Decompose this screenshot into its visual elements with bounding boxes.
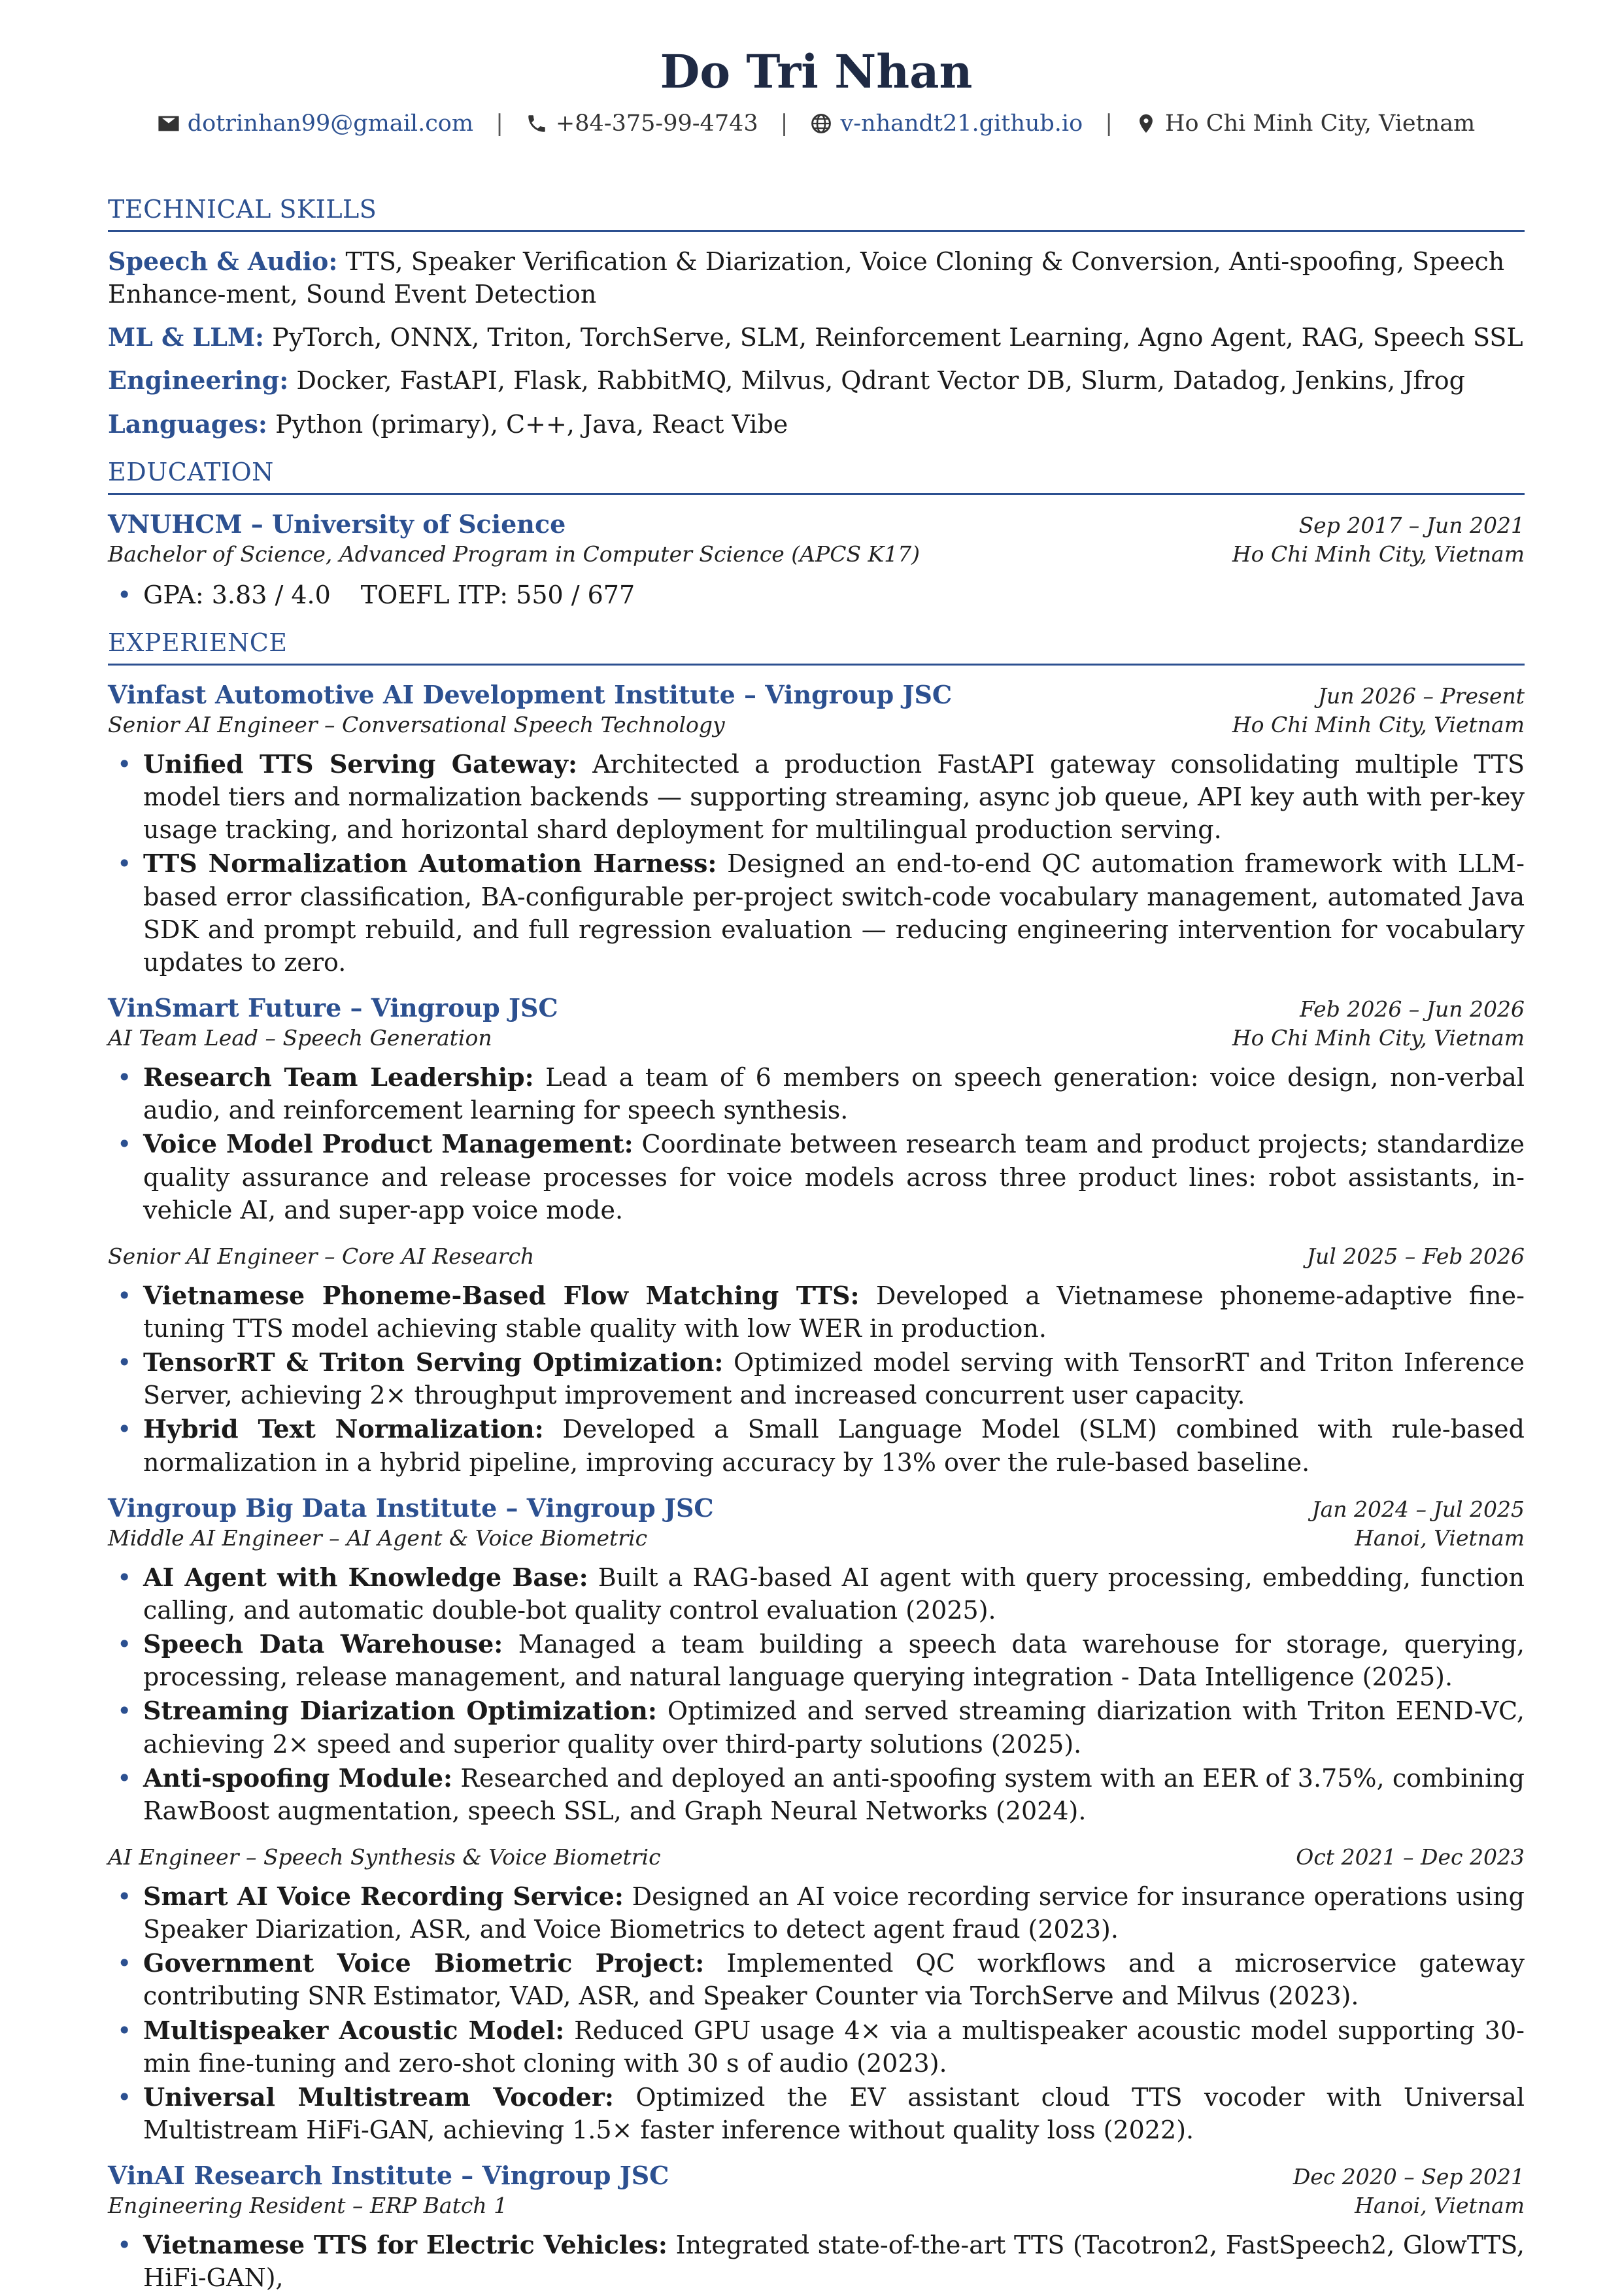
contact-separator: | [780, 110, 788, 137]
gpa-text: GPA: 3.83 / 4.0 [143, 580, 331, 609]
job-title: Middle AI Engineer – AI Agent & Voice Biometric [108, 1525, 648, 1551]
bullet-heading: Streaming Diarization Optimization: [143, 1696, 657, 1726]
job-location: Ho Chi Minh City, Vietnam [1232, 1025, 1525, 1051]
location-text: Ho Chi Minh City, Vietnam [1165, 110, 1476, 137]
experience-entry-vinai [108, 2161, 1525, 2294]
contact-phone [526, 109, 758, 139]
job-title: Senior AI Engineer – Conversational Speech Technology [108, 711, 725, 737]
bullet-text: Developed a Vietnamese phoneme-adaptive fine-tuning TTS model achieving stable quality with low WER in production. [143, 1281, 1525, 1343]
experience-entry-vinfast [108, 680, 1525, 979]
bullet-text: Optimized the EV assistant cloud TTS vocoder with Universal Multistream HiFi-GAN, achieving 1.5× faster inference without quality loss (2022). [143, 2082, 1525, 2145]
bullet-list [108, 1561, 1525, 1827]
bullet-text: Architected a production FastAPI gateway consolidating multiple TTS model tiers and normalization backends — supporting streaming, async job queue, API key auth with per-key usage tracking, and horizontal shard deployment for multilingual production serving. [143, 749, 1525, 845]
list-item [108, 1561, 1525, 1627]
bullet-list [108, 1279, 1525, 1479]
skill-text: PyTorch, ONNX, Triton, TorchServe, SLM, Reinforcement Learning, Agno Agent, RAG, Speech SSL [272, 323, 1523, 352]
bullet-heading: Multispeaker Acoustic Model: [143, 2015, 565, 2045]
list-item [108, 2014, 1525, 2080]
contact-bar [108, 109, 1525, 139]
bullet-heading: Vietnamese TTS for Electric Vehicles: [143, 2230, 667, 2260]
role-block [108, 1844, 1525, 2146]
bullet-heading: Government Voice Biometric Project: [143, 1948, 705, 1978]
education-entry [108, 509, 1525, 611]
bullet-text: Designed an end-to-end QC automation framework with LLM-based error classification, BA-configurable per-project switch-code vocabulary management, automated Java SDK and prompt rebuild, and full regression evaluation — reducing engineering intervention for vocabulary updates to zero. [143, 849, 1525, 977]
bullet-text: Integrated state-of-the-art TTS (Tacotron2, FastSpeech2, GlowTTS, HiFi-GAN), [143, 2231, 1525, 2293]
job-title: AI Team Lead – Speech Generation [108, 1025, 492, 1051]
list-item [108, 1061, 1525, 1126]
job-dates: Dec 2020 – Sep 2021 [1293, 2164, 1525, 2190]
bullet-list [108, 748, 1525, 979]
list-item [108, 1762, 1525, 1827]
experience-entry-bigdata [108, 1493, 1525, 2147]
bullet-heading: Unified TTS Serving Gateway: [143, 749, 577, 779]
envelope-icon [158, 112, 180, 135]
skill-text: TTS, Speaker Verification & Diarization, Voice Cloning & Conversion, Anti-spoofing, Speech Enhance-ment, Sound Event Detection [108, 247, 1505, 309]
role-block [108, 1243, 1525, 1479]
bullet-heading: Anti-spoofing Module: [143, 1763, 453, 1793]
section-title-experience: EXPERIENCE [108, 628, 1525, 666]
website-link[interactable]: v-nhandt21.github.io [840, 110, 1083, 137]
bullet-text: Coordinate between research team and product projects; standardize quality assurance and release processes for voice models across three product lines: robot assistants, in-vehicle AI, and super-app voice mode. [143, 1130, 1525, 1224]
list-item [108, 1128, 1525, 1226]
map-pin-icon [1135, 112, 1157, 135]
skill-row [108, 245, 1525, 311]
skill-row [108, 364, 1525, 397]
bullet-heading: TTS Normalization Automation Harness: [143, 849, 717, 879]
bullet-heading: Universal Multistream Vocoder: [143, 2082, 614, 2112]
bullet-heading: Voice Model Product Management: [143, 1129, 634, 1159]
job-title: Engineering Resident – ERP Batch 1 [108, 2193, 508, 2219]
job-title: Senior AI Engineer – Core AI Research [108, 1243, 535, 1269]
contact-email[interactable] [158, 109, 473, 139]
candidate-name: Do Tri Nhan [660, 44, 973, 99]
list-item [108, 748, 1525, 846]
contact-separator: | [1105, 110, 1113, 137]
list-item [108, 1628, 1525, 1693]
section-title-education: EDUCATION [108, 458, 1525, 495]
list-item [108, 1279, 1525, 1345]
bullet-list [108, 1061, 1525, 1226]
skill-label: Speech & Audio: [108, 246, 338, 276]
bullet-heading: Vietnamese Phoneme-Based Flow Matching TTS: [143, 1280, 860, 1310]
resume-page [108, 46, 1525, 2296]
contact-location [1135, 109, 1475, 139]
bullet-heading: Speech Data Warehouse: [143, 1629, 503, 1659]
bullet-text: Optimized and served streaming diarization with Triton EEND-VC, achieving 2× speed and superior quality over third-party solutions (2025). [143, 1697, 1525, 1759]
phone-icon [526, 112, 548, 135]
company-name: Vingroup Big Data Institute – Vingroup JSC [108, 1493, 714, 1523]
contact-website[interactable] [810, 109, 1083, 139]
company-name: VinSmart Future – Vingroup JSC [108, 993, 558, 1023]
bullet-text: Researched and deployed an anti-spoofing system with an EER of 3.75%, combining RawBoost augmentation, speech SSL, and Graph Neural Networks (2024). [143, 1763, 1525, 1825]
school-name: VNUHCM – University of Science [108, 509, 566, 539]
job-dates: Feb 2026 – Jun 2026 [1300, 996, 1525, 1022]
bullet-text: Implemented QC workflows and a microservice gateway contributing SNR Estimator, VAD, ASR, and Speaker Counter via TorchServe and Milvus (2023). [143, 1949, 1525, 2011]
skill-text: Docker, FastAPI, Flask, RabbitMQ, Milvus, Qdrant Vector DB, Slurm, Datadog, Jenkins, Jfrog [296, 366, 1465, 396]
bullet-list [108, 1880, 1525, 2146]
job-location: Hanoi, Vietnam [1355, 2193, 1525, 2219]
bullet-heading: Hybrid Text Normalization: [143, 1414, 544, 1444]
skill-text: Python (primary), C++, Java, React Vibe [275, 409, 788, 439]
list-item [108, 1947, 1525, 2012]
bullet-text: Reduced GPU usage 4× via a multispeaker acoustic model supporting 30-min fine-tuning and zero-shot cloning with 30 s of audio (2023). [143, 2016, 1525, 2078]
phone-number: +84-375-99-4743 [555, 110, 758, 137]
list-item [108, 847, 1525, 979]
job-location: Hanoi, Vietnam [1355, 1525, 1525, 1551]
company-name: VinAI Research Institute – Vingroup JSC [108, 2161, 669, 2191]
bullet-text: Optimized model serving with TensorRT and Triton Inference Server, achieving 2× throughput improvement and increased concurrent user capacity. [143, 1348, 1525, 1410]
job-dates: Jun 2026 – Present [1317, 683, 1525, 709]
skill-label: Engineering: [108, 365, 289, 396]
bullet-text: Built a RAG-based AI agent with query processing, embedding, function calling, and automatic double-bot quality control evaluation (2025). [143, 1562, 1525, 1625]
education-details [108, 579, 1525, 611]
skills-list [108, 245, 1525, 441]
experience-entry-vinsmart [108, 993, 1525, 1479]
contact-separator: | [496, 110, 503, 137]
globe-icon [810, 112, 832, 135]
job-title: AI Engineer – Speech Synthesis & Voice Biometric [108, 1844, 661, 1870]
section-title-skills: TECHNICAL SKILLS [108, 195, 1525, 232]
skill-label: Languages: [108, 409, 267, 439]
skill-row [108, 321, 1525, 354]
list-item [108, 1413, 1525, 1478]
bullet-text: Designed an AI voice recording service for insurance operations using Speaker Diarization, ASR, and Voice Biometrics to detect agent fraud (2023). [143, 1882, 1525, 1944]
list-item [108, 579, 1525, 611]
list-item [108, 2081, 1525, 2146]
bullet-heading: Research Team Leadership: [143, 1062, 534, 1092]
bullet-list [108, 2229, 1525, 2294]
list-item [108, 2229, 1525, 2294]
company-name: Vinfast Automotive AI Development Institute – Vingroup JSC [108, 679, 953, 709]
list-item [108, 1695, 1525, 1760]
job-location: Ho Chi Minh City, Vietnam [1232, 711, 1525, 737]
job-dates: Oct 2021 – Dec 2023 [1296, 1844, 1525, 1870]
skill-row [108, 408, 1525, 441]
toefl-text: TOEFL ITP: 550 / 677 [360, 580, 635, 609]
bullet-text: Managed a team building a speech data warehouse for storage, querying, processing, release management, and natural language querying integration - Data Intelligence (2025). [143, 1630, 1525, 1692]
education-dates: Sep 2017 – Jun 2021 [1298, 512, 1525, 538]
bullet-text: Lead a team of 6 members on speech generation: voice design, non-verbal audio, and reinforcement learning for speech synthesis. [143, 1063, 1525, 1125]
job-dates: Jan 2024 – Jul 2025 [1311, 1496, 1525, 1522]
skill-label: ML & LLM: [108, 322, 265, 352]
list-item [108, 1346, 1525, 1411]
job-dates: Jul 2025 – Feb 2026 [1306, 1243, 1525, 1269]
list-item [108, 1880, 1525, 1946]
degree-name: Bachelor of Science, Advanced Program in Computer Science (APCS K17) [108, 541, 921, 567]
bullet-text: Developed a Small Language Model (SLM) combined with rule-based normalization in a hybrid pipeline, improving accuracy by 13% over the rule-based baseline. [143, 1415, 1525, 1477]
bullet-heading: AI Agent with Knowledge Base: [143, 1562, 588, 1592]
bullet-heading: TensorRT & Triton Serving Optimization: [143, 1347, 724, 1377]
bullet-heading: Smart AI Voice Recording Service: [143, 1882, 624, 1911]
education-location: Ho Chi Minh City, Vietnam [1232, 541, 1525, 567]
email-link[interactable]: dotrinhan99@gmail.com [187, 110, 474, 137]
